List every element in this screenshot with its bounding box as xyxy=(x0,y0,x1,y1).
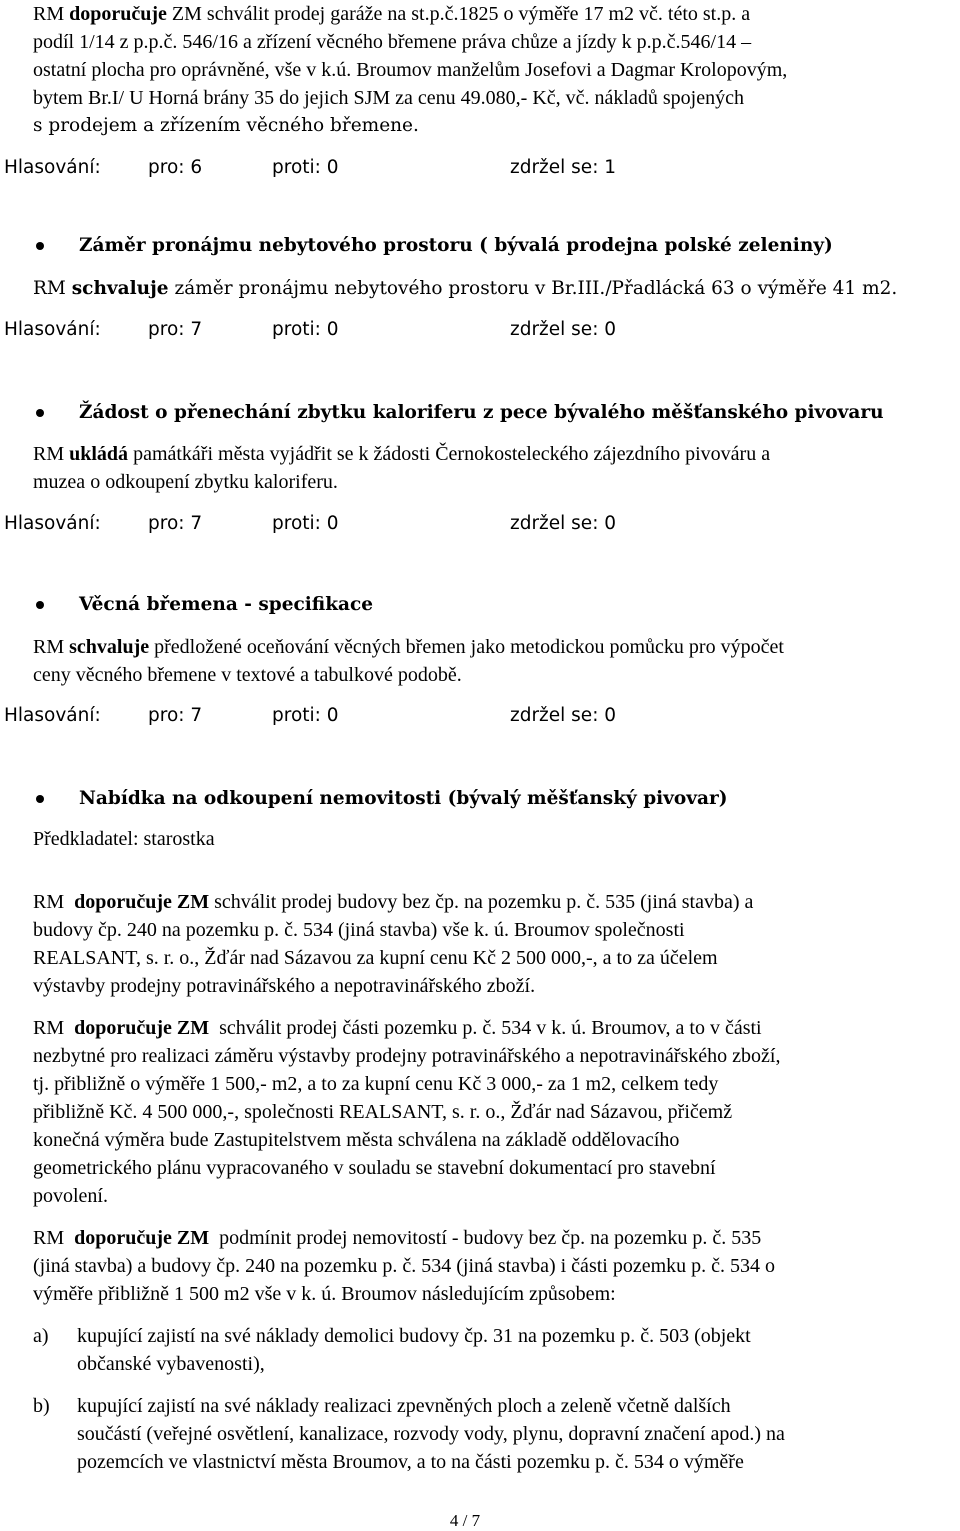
bullet-icon xyxy=(36,242,44,250)
resolution-verb: doporučuje ZM xyxy=(74,1017,210,1039)
rm-label: RM xyxy=(33,278,66,299)
bullet-icon xyxy=(36,409,44,417)
rm-label: RM xyxy=(33,443,65,465)
paragraph-line: muzea o odkoupení zbytku kaloriferu. xyxy=(33,471,338,493)
list-item-line: pozemcích ve vlastnictví města Broumov, a to na části pozemku p. č. 534 o výměře xyxy=(77,1451,744,1473)
page-number: 4 / 7 xyxy=(449,1511,481,1530)
vote-abstain: zdržel se: 0 xyxy=(510,705,617,726)
vote-proti: proti: 0 xyxy=(272,513,339,534)
resolution-text: záměr pronájmu nebytového prostoru v Br.III./Přadlácká 63 o výměře 41 m2. xyxy=(174,278,898,299)
list-item-label: a) xyxy=(33,1325,49,1347)
resolution-text: schválit prodej části pozemku p. č. 534 v k. ú. Broumov, a to v části xyxy=(219,1017,762,1039)
vote-abstain: zdržel se: 1 xyxy=(510,157,617,178)
paragraph-line: výstavby prodejny potravinářského a nepotravinářského zboží. xyxy=(33,975,536,997)
vote-label: Hlasování: xyxy=(4,705,101,726)
list-item-line: kupující zajistí na své náklady demolici budovy čp. 31 na pozemku p. č. 503 (objekt xyxy=(77,1325,751,1347)
resolution-text: památkáři města vyjádřit se k žádosti Černokosteleckého zájezdního pivováru a xyxy=(133,443,771,465)
paragraph-line: ceny věcného břemene v textové a tabulkové podobě. xyxy=(33,664,462,686)
vote-proti: proti: 0 xyxy=(272,705,339,726)
resolution-line xyxy=(33,633,784,661)
bullet-icon xyxy=(36,795,44,803)
section-heading: Věcná břemena - specifikace xyxy=(79,594,374,615)
resolution-text: předložené oceňování věcných břemen jako metodickou pomůcku pro výpočet xyxy=(154,636,784,658)
resolution-verb: doporučuje ZM xyxy=(74,1227,210,1249)
vote-abstain: zdržel se: 0 xyxy=(510,319,617,340)
resolution-verb: doporučuje ZM xyxy=(74,891,210,913)
section-heading: Nabídka na odkoupení nemovitosti (bývalý měšťanský pivovar) xyxy=(79,788,728,809)
paragraph-line: (jiná stavba) a budovy čp. 240 na pozemku p. č. 534 (jiná stavba) i části pozemku p. č. 534 o xyxy=(33,1255,776,1277)
resolution-line xyxy=(33,1014,762,1042)
rm-label: RM xyxy=(33,1017,65,1039)
vote-pro: pro: 6 xyxy=(148,157,203,178)
resolution-line xyxy=(33,1224,761,1252)
rm-label: RM xyxy=(33,636,65,658)
section-heading: Záměr pronájmu nebytového prostoru ( bývalá prodejna polské zeleniny) xyxy=(79,235,833,256)
section-heading: Žádost o přenechání zbytku kaloriferu z pece bývalého měšťanského pivovaru xyxy=(79,402,884,423)
vote-label: Hlasování: xyxy=(4,513,101,534)
resolution-verb: schvaluje xyxy=(71,278,169,299)
resolution-text: schválit prodej budovy bez čp. na pozemku p. č. 535 (jiná stavba) a xyxy=(214,891,754,913)
paragraph-line: REALSANT, s. r. o., Žďár nad Sázavou za kupní cenu Kč 2 500 000,-, a to za účelem xyxy=(33,947,718,969)
resolution-verb: schvaluje xyxy=(69,636,150,658)
list-item-label: b) xyxy=(33,1395,50,1417)
paragraph-line: povolení. xyxy=(33,1185,108,1207)
rm-label: RM xyxy=(33,891,65,913)
vote-label: Hlasování: xyxy=(4,157,101,178)
paragraph-line: přibližně Kč. 4 500 000,-, společnosti REALSANT, s. r. o., Žďár nad Sázavou, přičemž xyxy=(33,1101,733,1123)
resolution-text: podmínit prodej nemovitostí - budovy bez čp. na pozemku p. č. 535 xyxy=(219,1227,762,1249)
resolution-text: ZM schválit prodej garáže na st.p.č.1825 o výměře 17 m2 vč. této st.p. a xyxy=(166,3,751,25)
paragraph-line: s prodejem a zřízením věcného břemene. xyxy=(33,115,419,136)
vote-pro: pro: 7 xyxy=(148,513,203,534)
vote-label: Hlasování: xyxy=(4,319,101,340)
list-item-line: občanské vybavenosti), xyxy=(77,1353,265,1375)
paragraph-line: podíl 1/14 z p.p.č. 546/16 a zřízení věcného břemene práva chůze a jízdy k p.p.č.546/14 – xyxy=(33,31,752,53)
resolution-line xyxy=(33,440,770,468)
paragraph-line: budovy čp. 240 na pozemku p. č. 534 (jiná stavba) vše k. ú. Broumov společnosti xyxy=(33,919,685,941)
paragraph-line: nezbytné pro realizaci záměru výstavby prodejny potravinářského a nepotravinářského zboží, xyxy=(33,1045,781,1067)
rm-label: RM xyxy=(33,1227,65,1249)
paragraph-line: výměře přibližně 1 500 m2 vše v k. ú. Broumov následujícím způsobem: xyxy=(33,1283,616,1305)
paragraph-line xyxy=(33,0,750,28)
vote-proti: proti: 0 xyxy=(272,157,339,178)
resolution-line xyxy=(33,276,897,302)
list-item-line: kupující zajistí na své náklady realizaci zpevněných ploch a zeleně včetně dalších xyxy=(77,1395,731,1417)
paragraph-line: tj. přibližně o výměře 1 500,- m2, a to za kupní cenu Kč 3 000,- za 1 m2, celkem tedy xyxy=(33,1073,719,1095)
vote-pro: pro: 7 xyxy=(148,319,203,340)
submitter-label: Předkladatel: starostka xyxy=(33,828,215,850)
paragraph-line: geometrického plánu vypracovaného v souladu se stavební dokumentací pro stavební xyxy=(33,1157,716,1179)
paragraph-line: konečná výměra bude Zastupitelstvem města schválena na základě oddělovacího xyxy=(33,1129,680,1151)
vote-proti: proti: 0 xyxy=(272,319,339,340)
resolution-line xyxy=(33,888,753,916)
vote-pro: pro: 7 xyxy=(148,705,203,726)
resolution-verb: ukládá xyxy=(69,443,129,465)
paragraph-line: ostatní plocha pro oprávněné, vše v k.ú. Broumov manželům Josefovi a Dagmar Krolopovým, xyxy=(33,59,788,81)
vote-abstain: zdržel se: 0 xyxy=(510,513,617,534)
rm-label: RM xyxy=(33,3,70,25)
resolution-verb: doporučuje xyxy=(69,3,167,25)
bullet-icon xyxy=(36,601,44,609)
paragraph-line: bytem Br.I/ U Horná brány 35 do jejich SJM za cenu 49.080,- Kč, vč. nákladů spojených xyxy=(33,87,744,109)
list-item-line: součástí (veřejné osvětlení, kanalizace, rozvody vody, plynu, dopravní značení apod.) na xyxy=(77,1423,785,1445)
